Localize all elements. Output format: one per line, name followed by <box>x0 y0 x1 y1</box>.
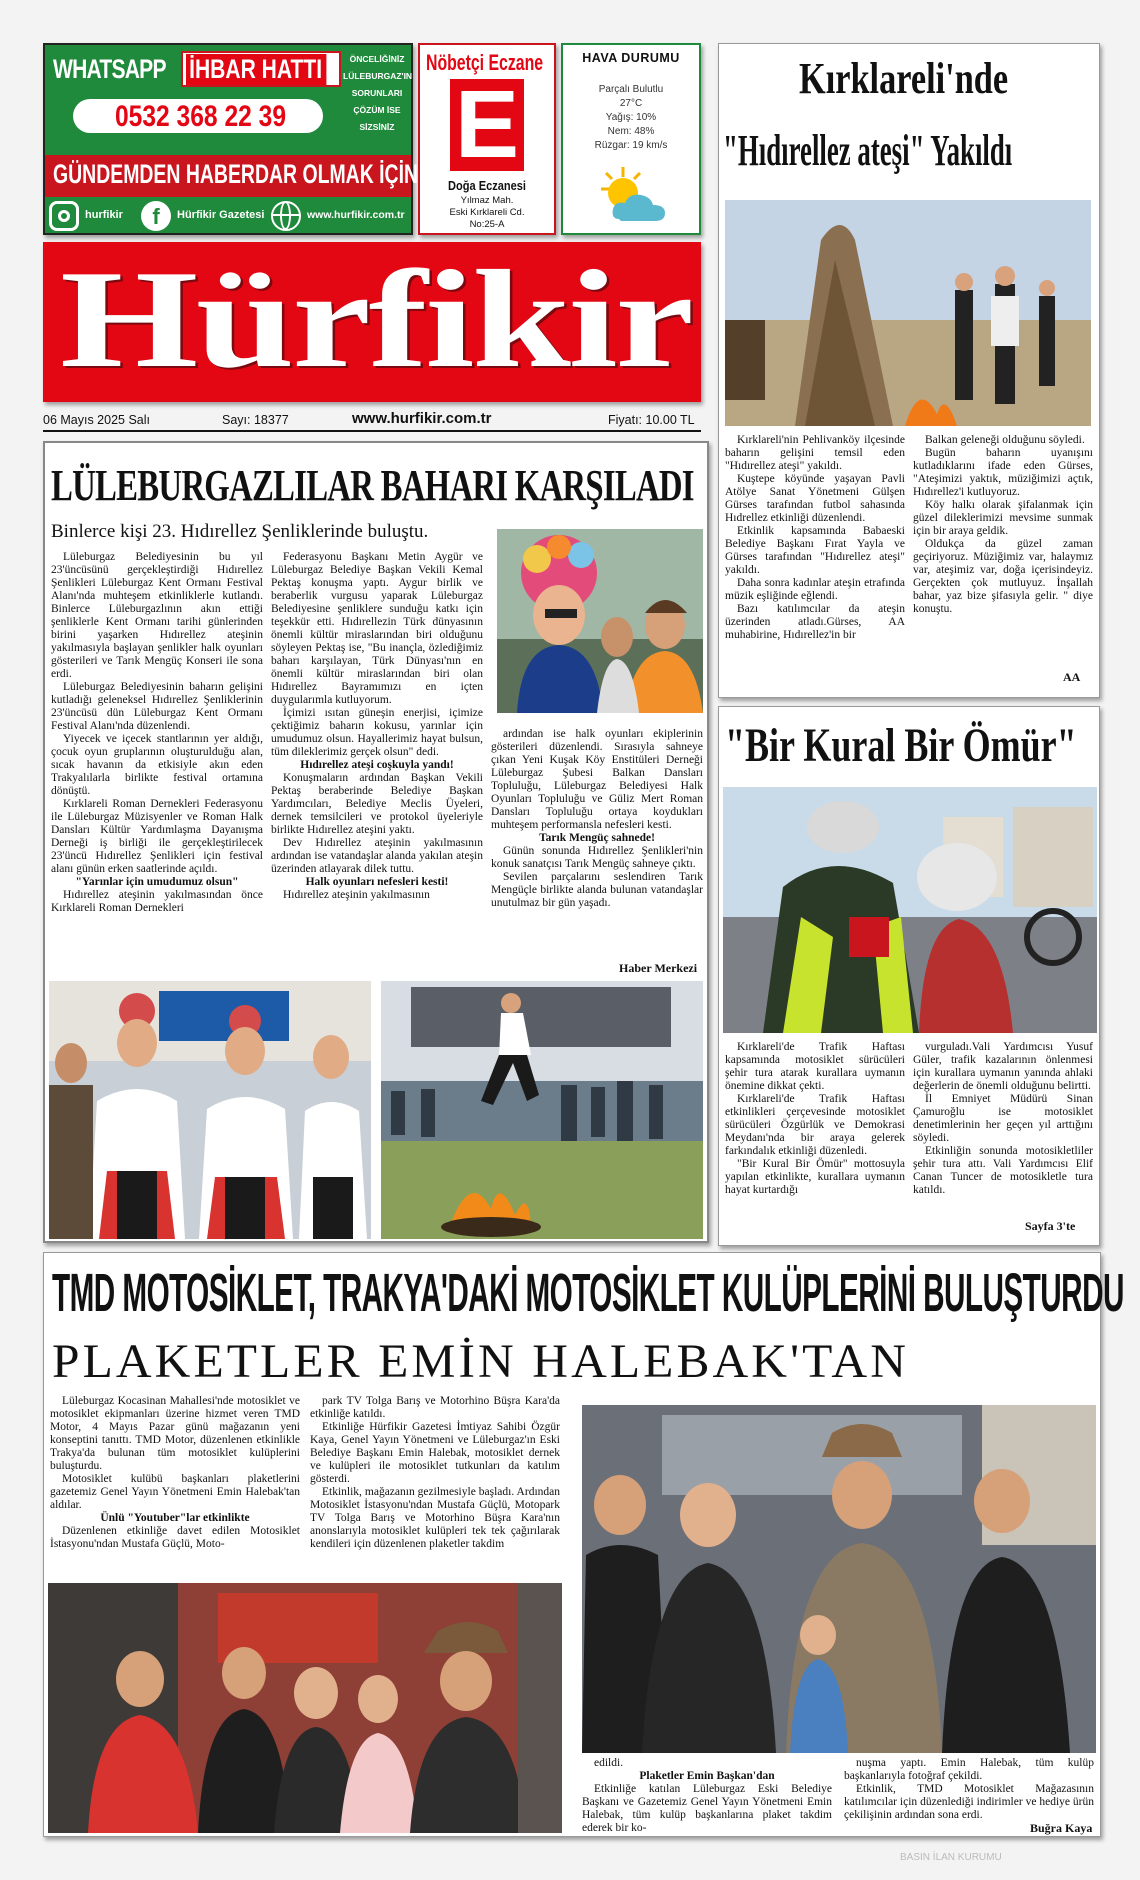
facebook-icon[interactable]: f <box>141 201 171 231</box>
globe-icon[interactable] <box>271 201 301 231</box>
whatsapp-ad <box>43 43 419 235</box>
eczane-box <box>418 43 556 235</box>
eczane-e-logo: E <box>450 79 524 171</box>
kural-title: "Bir Kural Bir Ömür" <box>725 719 1077 772</box>
site-url[interactable]: www.hurfikir.com.tr <box>352 410 492 427</box>
motorcycle-police-photo <box>723 787 1097 1033</box>
eczane-name: Doğa Eczanesi <box>448 178 527 193</box>
eczane-title: Nöbetçi Eczane <box>426 50 544 75</box>
dancers-photo <box>49 981 371 1239</box>
social-website[interactable]: www.hurfikir.com.tr <box>307 209 405 221</box>
hidrellez-source: AA <box>1063 670 1081 684</box>
tmd-col-2: park TV Tolga Barış ve Motorhino Büşra Kara'da etkinliğe katıldı. Etkinliğe Hürfikir Gazetesi İmtiyaz Sahibi Özgür Kaya, Genel Yayın Yönetmeni ve Lüleburgaz'ın Eski Belediye Başkanı Emin Halebak, motosiklet dernek ve kulüpleri ile motosiklet tutkunları da katılım gösterdi. Etkinlik, mağazanın gezilmesiyle başladı. Ardından Motosiklet İstasyonu'ndan Mustafa Güçlü, Motopark TV Tolga Barış ve Motorhino Büşra Kara'nın anonslarıyla motosiklet kulüpleri tek tek çağırılarak kendileri için düzenlenen plaketler takdim <box>310 1395 560 1550</box>
masthead-rule <box>43 430 701 432</box>
masthead-logo[interactable]: Hürfikir <box>60 242 692 397</box>
main-col-2: Federasyonu Başkanı Metin Aygür ve Lüleburgaz Belediye Başkan Vekili Kemal Pektaş konuşma yaptı. Aygur birlik ve beraberlik vurgusu yaparak Lüleburgaz Belediyesine şenliklere sunduğu katkı için teşekkür etti. Hıdırellezin Türk dünyasının önemli kültür miraslarından biri olduğunu söyleyen Pektaş ise, "Bu inançla, özlediğimiz baharı karşılayan, Türk Dünyası'nın en önemli kültür miraslarından biri olan Hıdırellez Bayramımızı en içten duygularımla kutluyorum. İçimizi ısıtan güneşin enerjisi, içimize çektiğimiz baharın kokusu, yarınlar için umudumuz olsun. Hayallerimiz hayat bulsun, tüm dileklerimiz gerçek olsun" dedi. Hıdırellez ateşi coşkuyla yandı! Konuşmaların ardından Başkan Vekili Pektaş beraberinde Belediye Başkan Yardımcıları, Belediye Meclis Üyeleri, dernek temsilcileri ve protokol üyeleriyle birlikte Hıdırellez ateşini yaktı. Dev Hıdırellez ateşinin yakılmasının ardından ise vatandaşlar alanda yakılan ateşin üzerinden atlayarak dilek tuttu. Halk oyunları nefesleri kesti! Hıdırellez ateşinin yakılmasının <box>271 551 483 901</box>
watermark-text: BASIN İLAN KURUMU <box>900 1852 1002 1863</box>
social-instagram[interactable]: hurfikir <box>85 209 123 221</box>
eczane-address: Yılmaz Mah. Eski Kırklareli Cd. No:25-A <box>449 195 525 230</box>
main-col-3: ardından ise halk oyunları ekiplerinin gösterileri düzenlendi. Sırasıyla sahneye çıkan Yeni Kuşak Köy Enstitüleri Derneği Lüleburgaz Şubesi Balkan Dansları Topluluğu, Lüleburgaz Belediyesi Halk Oyunları Topluluğu ve Güliz Mert Roman Dansları Topluluğu ortaya koydukları muhteşem performansla nefesleri kesti. Tarık Mengüç sahnede! Günün sonunda Hıdırellez Şenlikleri'nin konuk sanatçısı Tarık Mengüç sahneye çıktı. Sevilen parçalarını seslendiren Tarık Mengüçle birlikte alanda bulunan vatandaşlar unutulmaz bir gün yaşadı. <box>491 728 703 909</box>
partly-cloudy-icon <box>591 163 675 229</box>
main-subhead: Binlerce kişi 23. Hıdırellez Şenliklerinde buluştu. <box>51 521 429 542</box>
weather-title: HAVA DURUMU <box>582 51 680 65</box>
ihbar-badge <box>181 51 341 87</box>
tmd-source: Buğra Kaya <box>1030 1821 1093 1835</box>
main-col-1: Lüleburgaz Belediyesinin bu yıl 23'üncüsünü gerçekleştirdiği Hıdırellez Şenlikleri Lüleburgaz Kent Ormanı Festival Alanı'nda muhteşem etkinliklerle kutlandı. Binlerce Lüleburgazlının akın ettiği şenliklerle Kent Ormanı tarihi günlerinden birini yaşarken Hıdırellez ateşinin yakılmasıyla başlayan şenlikler halk oyunları gösterileri ve Tarık Mengüç Konseri ile sona erdi. Lüleburgaz Belediyesinin baharın gelişini kutladığı geleneksel Hıdırellez Şenliklerinin 23'üncüsü dün Lüleburgaz Kent Ormanı Festival Alanı'nda düzenlendi. Yiyecek ve içecek stantlarının yer aldığı, çocuk oyun gruplarının oluşturulduğu alan, sıcak havanın da etkisiyle akın eden Trakyalılarla birlikte festival ortamına dönüştü. Kırklareli Roman Dernekleri Federasyonu ile Lüleburgaz Müzisyenler ve Roman Halk Dansları Kültür Yardımlaşma Dayanışma Derneği iş birliği ile gerçekleştirilecek 23'üncü Hıdırellez Şenlikleri için festival alanı günün erken saatlerinde açıldı. "Yarınlar için umudumuz olsun" Hıdırellez ateşinin yakılmasından önce Kırklareli Roman Dernekleri <box>51 551 263 914</box>
tmd-subhead: PLAKETLER EMİN HALEBAK'TAN <box>52 1335 910 1388</box>
main-headline: LÜLEBURGAZLILAR BAHARI KARŞILADI <box>51 461 694 510</box>
kural-col-1: Kırklareli'de Trafik Haftası kapsamında motosiklet sürücüleri şehir tura atarak kurallara uymanın önemine dikkat çekti. Kırklareli'de Trafik Haftası etkinlikleri çerçevesinde motosiklet sürücüleri Özgürlük ve Demokrasi Meydanı'nda bir araya gelerek farkındalık etkinliği düzenledi. "Bir Kural Bir Ömür" mottosuyla yapılan etkinlikte, kurallara uymanın hayat kurtardığı <box>725 1041 905 1196</box>
tmd-headline: TMD MOTOSİKLET, TRAKYA'DAKİ MOTOSİKLET KULÜPLERİNİ BULUŞTURDU <box>52 1263 1124 1323</box>
whatsapp-title: WHATSAPP <box>53 54 166 84</box>
tmd-group-photo <box>48 1583 562 1833</box>
whatsapp-slogan: GÜNDEMDEN HABERDAR OLMAK İÇİN <box>53 159 419 189</box>
fire-jump-photo <box>381 981 703 1239</box>
weather-box <box>561 43 701 235</box>
main-story <box>43 441 709 1243</box>
main-source: Haber Merkezi <box>619 961 698 975</box>
hidrellez-story <box>718 43 1100 698</box>
phone-number: 0532 368 22 39 <box>115 100 287 133</box>
hidrellez-fire-photo <box>725 200 1091 426</box>
tmd-col-3: edildi. Plaketler Emin Başkan'dan Etkinliğe katılan Lüleburgaz Eski Belediye Başkanı ve Gazetemiz Genel Yayın Yönetmeni Emin Halebak, tüm kulüp başkanlarına plaket takdim ederek bir ko- <box>582 1757 832 1834</box>
issue-price: Fiyatı: 10.00 TL <box>608 413 695 427</box>
hidrellez-title-1: Kırklareli'nde <box>799 54 1009 103</box>
hidrellez-title-2: "Hıdırellez ateşi" Yakıldı <box>723 126 1013 175</box>
whatsapp-side-lines: ÖNCELİĞİNİZ LÜLEBURGAZ'IN SORUNLARI ÇÖZÜM İSE SİZSİNİZ <box>343 54 413 132</box>
tmd-col-1: Lüleburgaz Kocasinan Mahallesi'nde motosiklet ve motosiklet ekipmanları üzerine hizmet veren TMD Motor, 4 Mayıs Pazar günü mağazanın yeni konseptini tanıttı. TMD Motor, düzenlenen etkinlikle Trakya'da bulunan tüm motosiklet kulüplerini buluşturdu. Motosiklet kulübü başkanları plaketlerini gazetemiz Genel Yayın Yönetmeni Emin Halebak'tan aldılar. Ünlü "Youtuber"lar etkinlikte Düzenlenen etkinliğe davet edilen Motosiklet İstasyonu'ndan Mustafa Güçlü, Moto- <box>50 1395 300 1550</box>
tmd-story <box>43 1252 1124 1837</box>
social-facebook[interactable]: Hürfikir Gazetesi <box>177 209 265 221</box>
instagram-icon[interactable] <box>49 201 79 231</box>
hidrellez-portrait-photo <box>497 529 703 713</box>
issue-date: 06 Mayıs 2025 Salı <box>43 413 151 427</box>
issue-number: Sayı: 18377 <box>222 413 289 427</box>
ihbar-text: İHBAR HATTI <box>186 54 326 85</box>
tmd-col-4: nuşma yaptı. Emin Halebak, tüm kulüp başkanlarıyla fotoğraf çekildi. Etkinlik, TMD Motosiklet Mağazasının katılımcılar için düzenlediği indirimler ve hediye ürün çekilişinin ardından sona erdi. <box>844 1757 1094 1821</box>
tmd-plaque-photo <box>582 1405 1096 1753</box>
hidrellez-col-1: Kırklareli'nin Pehlivanköy ilçesinde baharın gelişini temsil eden "Hıdırellez ateşi" yakıldı. Kuştepe köyünde yaşayan Pavli Atölye Sanat Yönetmeni Gülşen Gürses tarafından futbol sahasında Hıdrellez etkinliği düzenlendi. Etkinlik kapsamında Babaeski Belediye Başkanı Fırat Yayla ve Gürses tarafından "Hıdırellez ateşi" yakıldı. Daha sonra kadınlar ateşin etrafında müzik eşliğinde eğlendi. Bazı katılımcılar da ateşin üzerinden atladı.Gürses, AA muhabirine, Hıdırellez'in bir <box>725 434 905 641</box>
hidrellez-col-2: Balkan geleneği olduğunu söyledi. Bugün baharın uyanışını kutladıklarını ifade eden Gürses, "Ateşimizi yaktık, müziğimizi açtık, Hıdırellez'i kutluyoruz. Köy halkı olarak şifalanmak için güzel dileklerimizi mevsime sunmak için bir araya geldik. Oldukça da güzel zaman geçiriyoruz. Müziğimiz var, halaymız var, ateşimiz var, doğa içerisindeyiz. Gerçekten çok mutluyuz. İnşallah bahar, yaz bize şifasıyla gelir. " diye konuştu. <box>913 434 1093 615</box>
weather-lines: Parçalı Bulutlu 27°C Yağış: 10% Nem: 48% Rüzgar: 19 km/s <box>594 84 668 151</box>
kural-story <box>718 706 1100 1246</box>
kural-col-2: vurguladı.Vali Yardımcısı Yusuf Güler, trafik kazalarının önlenmesi için kurallara uymanın yanında ahlaki değerlerin de önemli olduğunu belirtti. İl Emniyet Müdürü Sinan Çamuroğlu ise motosiklet denetimlerinin her geçen yıl arttığını söyledi. Etkinliğin sonunda motosikletliler şehir tura attı. Vali Yardımcısı Elif Canan Tuncer de motosikletle tura katıldı. <box>913 1041 1093 1196</box>
kural-page-ref[interactable]: Sayfa 3'te <box>1025 1219 1076 1233</box>
